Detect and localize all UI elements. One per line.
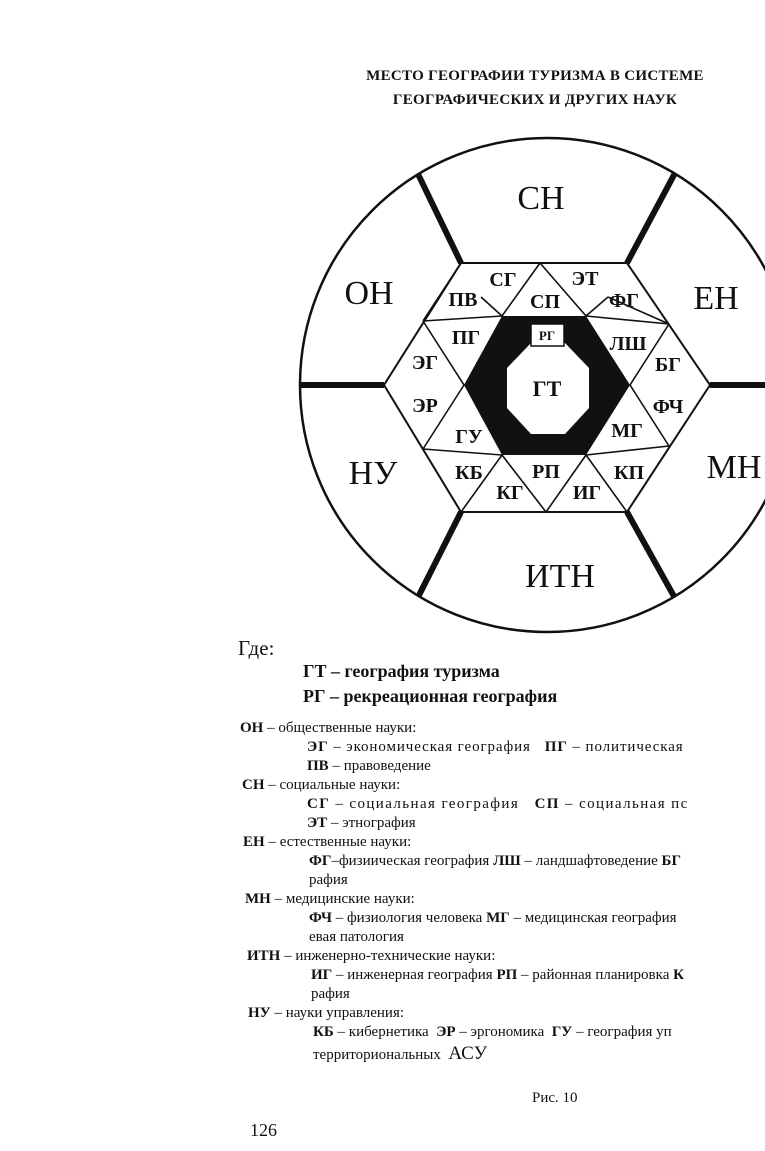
legend-gt [303,661,500,682]
triangle-label-ig: ИГ [572,482,602,504]
legend-nu-l2-text-1: территориональных [313,1047,441,1063]
legend-mn-l1-abbr-1: ФЧ [309,910,332,926]
triangle-label-pg: ПГ [451,327,481,349]
legend-en-l1-text-2: – ландшафтоведение [524,853,658,869]
legend-itn-l1-abbr-1: ИГ [311,967,333,983]
legend-nu-l1-abbr-1: КБ [313,1024,334,1040]
legend-itn-l1-abbr-3: К [673,967,684,983]
title-line-2: ГЕОГРАФИЧЕСКИХ И ДРУГИХ НАУК [392,92,678,108]
legend-sn-l1-abbr-2: СП [534,796,560,812]
triangle-label-fg: ФГ [609,290,639,312]
triangle-label-kb: КБ [455,462,483,484]
legend-nu-line-2 [313,1043,487,1065]
legend-nu-l1-text-3: – география уп [576,1024,672,1040]
legend-nu-text: – науки управления: [274,1005,405,1021]
legend-mn-l1-text-2: – медицинская география [513,910,677,926]
legend-on-line-1 [307,739,684,756]
legend-on-l1-text-2: – политическая [572,739,684,755]
legend-mn-text: – медицинские науки: [274,891,415,907]
legend-itn-abbr: ИТН [247,948,281,964]
legend-itn-heading [247,948,495,965]
legend-en-l1-text-1: –физиическая география [331,853,490,869]
legend-en-l1-abbr-3: БГ [661,853,682,869]
triangle-label-pv: ПВ [448,289,478,311]
legend-en-text: – естественные науки: [268,834,412,850]
legend-sn-l2-text-1: – этнография [330,815,416,831]
divider-top-left [404,145,461,263]
legend-sn-l2-abbr-1: ЭТ [307,815,328,831]
legend-itn-text: – инженерно-технические науки: [284,948,496,964]
triangle-label-et: ЭТ [571,268,599,290]
legend-nu-l2-text-2: АСУ [448,1043,488,1064]
legend-on-l1-abbr-1: ЭГ [307,739,329,755]
center-label: ГТ [532,376,562,401]
divider-bottom-left [404,512,461,625]
legend-sn-line-1 [307,796,689,813]
sector-upper-right-label: ЕН [693,280,739,317]
sector-lower-left-label: НУ [348,455,398,492]
legend-rg-abbr: РГ [303,686,326,706]
legend-itn-line-1 [311,967,684,984]
legend-itn-l1-abbr-2: РП [496,967,518,983]
legend-mn-l1-abbr-2: МГ [486,910,510,926]
legend-on-heading [240,720,416,737]
legend-mn-line-1 [309,910,677,927]
legend-nu-l1-abbr-3: ГУ [551,1024,573,1040]
triangle-label-rp: РП [532,461,560,483]
sector-lower-right-label: МН [706,449,762,486]
legend-en-l1-abbr-2: ЛШ [493,853,521,869]
legend-on-line-2 [307,758,431,775]
divider-bottom-right [627,512,690,625]
legend-where: Где: [238,636,275,660]
sector-bottom-label: ИТН [525,558,595,595]
legend-on-l1-text-1: – экономическая география [333,739,531,755]
legend-mn-abbr: МН [245,891,271,907]
legend-mn-l1-text-1: – физиология человека [335,910,483,926]
triangle-label-kp: КП [613,462,645,484]
triangle-label-sp: СП [530,291,560,313]
legend-sn-l1-abbr-1: СГ [307,796,331,812]
legend-mn-heading [245,891,415,908]
triangle-label-gu: ГУ [455,426,483,448]
legend-gt-text: – география туризма [330,661,500,681]
legend-en-line-2: рафия [309,872,348,888]
legend-nu-heading [248,1005,404,1022]
legend-on-text: – общественные науки: [267,720,417,736]
legend-rg [303,686,557,707]
legend-on-l2-abbr-1: ПВ [307,758,329,774]
divider-top-right [627,145,690,263]
page-number: 126 [250,1120,277,1140]
legend-sn-abbr: СН [242,777,265,793]
legend-nu-l1-text-1: – кибернетика [337,1024,429,1040]
legend-on-abbr: ОН [240,720,264,736]
legend-nu-l1-abbr-2: ЭР [436,1024,456,1040]
legend-itn-line-2: рафия [311,986,350,1002]
legend-en-l1-abbr-1: ФГ [309,853,332,869]
legend-itn-l1-text-2: – районная планировка [521,967,670,983]
legend-sn-text: – социальные науки: [268,777,401,793]
legend-en-abbr: ЕН [243,834,265,850]
triangle-label-lsh: ЛШ [609,333,647,355]
figure-caption: Рис. 10 [532,1090,578,1106]
legend-on-l2-text-1: – правоведение [332,758,431,774]
legend-sn-heading [242,777,400,794]
triangle-label-fch: ФЧ [652,396,684,418]
sector-upper-left-label: ОН [344,275,394,312]
legend-mn-line-2: евая патология [309,929,404,945]
legend-sn-l1-text-1: – социальная география [335,796,520,812]
triangle-label-mg: МГ [611,420,643,442]
legend-en-line-1 [309,853,681,870]
center-box-label: РГ [538,328,556,343]
legend-sn-line-2 [307,815,416,832]
legend-rg-text: – рекреационная география [329,686,558,706]
triangle-label-er: ЭР [412,395,438,417]
triangle-label-kg: КГ [496,482,524,504]
legend-nu-abbr: НУ [248,1005,271,1021]
triangle-label-eg: ЭГ [411,352,439,374]
legend-on-l1-abbr-2: ПГ [544,739,568,755]
legend-itn-l1-text-1: – инженерная география [335,967,493,983]
legend-nu-l1-text-2: – эргономика [459,1024,545,1040]
triangle-label-bg: БГ [655,354,681,376]
triangle-label-sg: СГ [489,269,517,291]
title-line-1: МЕСТО ГЕОГРАФИИ ТУРИЗМА В СИСТЕМЕ [366,68,704,84]
legend-gt-abbr: ГТ [303,661,327,681]
legend-en-heading [243,834,411,851]
legend-nu-line-1 [313,1024,672,1041]
sector-top-label: СН [517,180,565,217]
legend-sn-l1-text-2: – социальная пс [565,796,689,812]
